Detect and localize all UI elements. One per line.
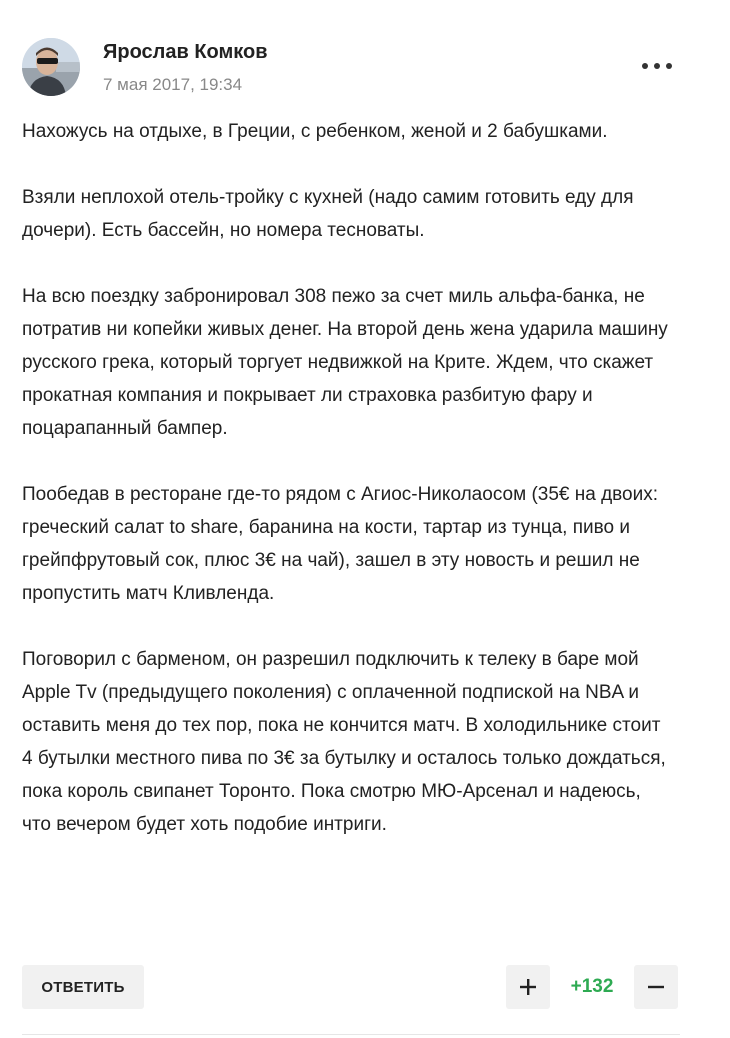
minus-icon (647, 978, 665, 996)
comment-actions (22, 965, 680, 1011)
author-name[interactable]: Ярослав Комков (103, 41, 268, 63)
comment-paragraph: Пообедав в ресторане где-то рядом с Агиос-Николаосом (35€ на двоих: греческий салат to share, баранина на кости, тартар из тунца, пиво и грейпфрутовый сок, плюс 3€ на чай), зашел в эту новость и решил не пропустить матч Кливленда. (22, 484, 659, 604)
comment-body (22, 115, 672, 841)
divider (22, 1034, 680, 1035)
vote-score: +132 (570, 976, 614, 997)
plus-icon (519, 978, 537, 996)
avatar[interactable] (22, 38, 80, 96)
avatar-image (22, 38, 80, 96)
upvote-button[interactable] (506, 965, 550, 1009)
more-horizontal-icon (654, 63, 660, 69)
comment-paragraph: Нахожусь на отдыхе, в Греции, с ребенком, женой и 2 бабушками. (22, 121, 608, 142)
more-options-button[interactable] (642, 54, 672, 78)
more-horizontal-icon (666, 63, 672, 69)
comment-paragraph: На всю поездку забронировал 308 пежо за счет миль альфа-банка, не потратив ни копейки живых денег. На второй день жена ударила машину русского грека, который торгует недвижкой на Крите. Ждем, что скажет прокатная компания и покрывает ли страховка разбитую фару и поцарапанный бампер. (22, 286, 668, 439)
comment-paragraph: Поговорил с барменом, он разрешил подключить к телеку в баре мой Apple Tv (предыдущего поколения) с оплаченной подпиской на NBA и оставить меня до тех пор, пока не кончится матч. В холодильнике стоит 4 бутылки местного пива по 3€ за бутылку и осталось только дождаться, пока король свипанет Торонто. Пока смотрю МЮ-Арсенал и надеюсь, что вечером будет хоть подобие интриги. (22, 649, 666, 835)
downvote-button[interactable] (634, 965, 678, 1009)
comment (22, 36, 680, 841)
comment-timestamp: 7 мая 2017, 19:34 (103, 75, 243, 94)
comment-header (22, 36, 680, 100)
reply-button[interactable]: ОТВЕТИТЬ (22, 965, 144, 1009)
more-horizontal-icon (642, 63, 648, 69)
comment-paragraph: Взяли неплохой отель-тройку с кухней (надо самим готовить еду для дочери). Есть бассейн, но номера тесноваты. (22, 187, 634, 241)
